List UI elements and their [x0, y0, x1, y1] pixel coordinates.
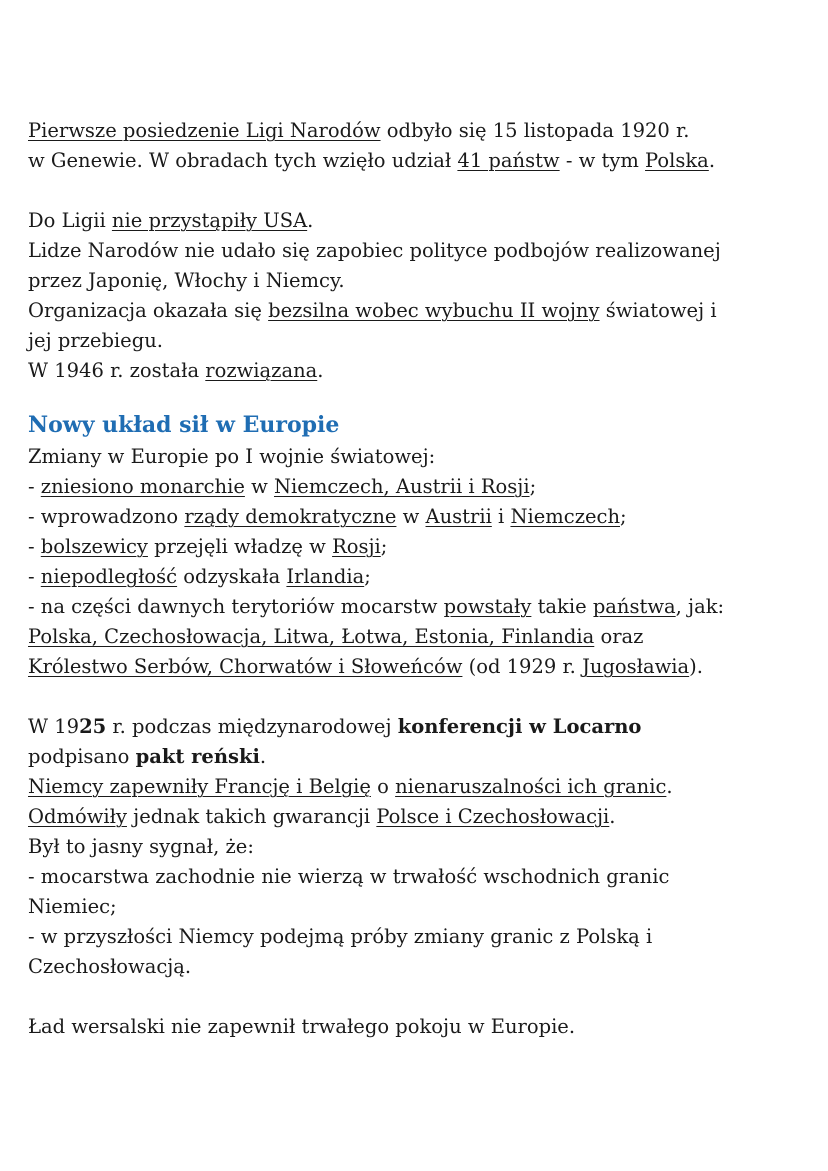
p2-line-6: W 1946 r. została rozwiązana.	[28, 359, 324, 382]
p2-line-4: Organizacja okazała się bezsilna wobec wybuchu II wojny światowej i	[28, 299, 717, 322]
list-item-continued: Królestwo Serbów, Chorwatów i Słoweńców (od 1929 r. Jugosławia).	[28, 655, 703, 678]
p4-line-5: Był to jasny sygnał, że:	[28, 835, 254, 858]
p4-line-1: W 1925 r. podczas międzynarodowej konferencji w Locarno	[28, 715, 642, 738]
list-item: - niepodległość odzyskała Irlandia;	[28, 565, 371, 588]
p4-line-7: Niemiec;	[28, 895, 117, 918]
p4-line-2: podpisano pakt reński.	[28, 745, 267, 768]
league-first-session: Pierwsze posiedzenie Ligi Narodów	[28, 119, 381, 142]
p2-line-1: Do Ligii nie przystąpiły USA.	[28, 209, 314, 232]
p2-line-2: Lidze Narodów nie udało się zapobiec polityce podbojów realizowanej	[28, 239, 721, 262]
p4-line-9: Czechosłowacją.	[28, 955, 192, 978]
p1-line-2: w Genewie. W obradach tych wzięło udział 41 państw - w tym Polska.	[28, 149, 716, 172]
list-item: - bolszewicy przejęli władzę w Rosji;	[28, 535, 388, 558]
p4-line-8: - w przyszłości Niemcy podejmą próby zmiany granic z Polską i	[28, 925, 653, 948]
p4-line-4: Odmówiły jednak takich gwarancji Polsce i Czechosłowacji.	[28, 805, 616, 828]
list-item: - na części dawnych terytoriów mocarstw powstały takie państwa, jak:	[28, 595, 725, 618]
section-intro: Zmiany w Europie po I wojnie światowej:	[28, 445, 436, 468]
list-item: - zniesiono monarchie w Niemczech, Austrii i Rosji;	[28, 475, 537, 498]
section-heading: Nowy układ sił w Europie	[28, 412, 340, 438]
p2-line-5: jej przebiegu.	[28, 329, 163, 352]
list-item: - wprowadzono rządy demokratyczne w Austrii i Niemczech;	[28, 505, 627, 528]
list-item-continued: Polska, Czechosłowacja, Litwa, Łotwa, Estonia, Finlandia oraz	[28, 625, 644, 648]
closing-sentence: Ład wersalski nie zapewnił trwałego pokoju w Europie.	[28, 1015, 576, 1038]
p4-line-3: Niemcy zapewniły Francję i Belgię o nienaruszalności ich granic.	[28, 775, 673, 798]
p1-line-1: Pierwsze posiedzenie Ligi Narodów odbyło się 15 listopada 1920 r.	[28, 119, 690, 142]
p4-line-6: - mocarstwa zachodnie nie wierzą w trwałość wschodnich granic	[28, 865, 670, 888]
document-page	[28, 116, 808, 1042]
p2-line-3: przez Japonię, Włochy i Niemcy.	[28, 269, 345, 292]
